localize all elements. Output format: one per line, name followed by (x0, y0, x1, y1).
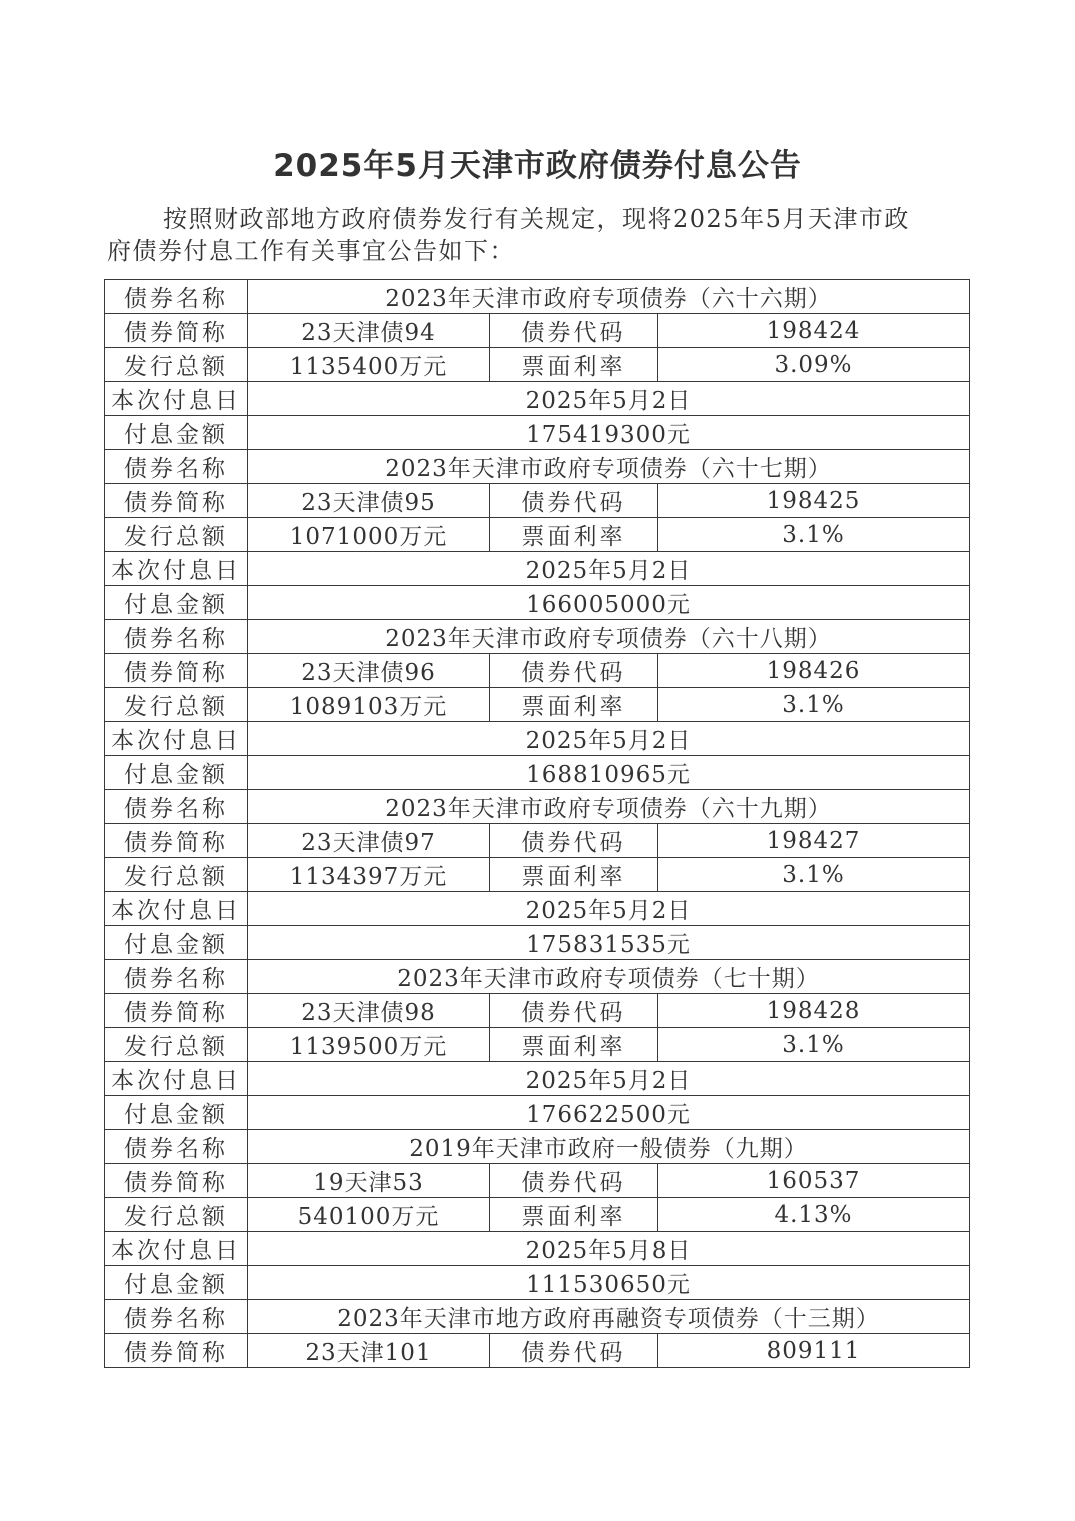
coupon-rate-value: 3.1% (658, 858, 970, 892)
label-coupon-rate: 票面利率 (490, 1028, 658, 1062)
intro-line-2: 府债券付息工作有关事宜公告如下： (107, 237, 515, 265)
bond-name-row (105, 1300, 970, 1334)
bond-code-value: 809111 (658, 1334, 970, 1368)
label-bond-abbr: 债券简称 (105, 1334, 248, 1368)
issue-total-value: 1135400万元 (248, 348, 490, 382)
label-pay-date: 本次付息日 (105, 552, 248, 586)
bond-abbr-row (105, 484, 970, 518)
bond-abbr-value: 23天津债95 (248, 484, 490, 518)
bond-name-row (105, 960, 970, 994)
label-bond-abbr: 债券简称 (105, 314, 248, 348)
bond-code-value: 198424 (658, 314, 970, 348)
page-title: 2025年5月天津市政府债券付息公告 (273, 148, 802, 184)
label-bond-abbr: 债券简称 (105, 994, 248, 1028)
label-bond-code: 债券代码 (490, 484, 658, 518)
label-coupon-rate: 票面利率 (490, 688, 658, 722)
bond-pay-date-row (105, 892, 970, 926)
bond-abbr-row (105, 314, 970, 348)
pay-date-value: 2025年5月8日 (248, 1232, 970, 1266)
issue-total-value: 1089103万元 (248, 688, 490, 722)
label-bond-code: 债券代码 (490, 654, 658, 688)
bond-abbr-value: 23天津101 (248, 1334, 490, 1368)
label-coupon-rate: 票面利率 (490, 518, 658, 552)
label-bond-abbr: 债券简称 (105, 654, 248, 688)
bond-abbr-row (105, 994, 970, 1028)
bond-abbr-value: 19天津53 (248, 1164, 490, 1198)
bond-table-body (105, 280, 970, 1368)
pay-amount-value: 175831535元 (248, 926, 970, 960)
label-coupon-rate: 票面利率 (490, 858, 658, 892)
bond-code-value: 198425 (658, 484, 970, 518)
coupon-rate-value: 3.1% (658, 688, 970, 722)
bond-pay-amount-row (105, 586, 970, 620)
bond-name-row (105, 1130, 970, 1164)
bond-pay-amount-row (105, 416, 970, 450)
bond-issue-row (105, 688, 970, 722)
pay-amount-value: 111530650元 (248, 1266, 970, 1300)
label-bond-code: 债券代码 (490, 994, 658, 1028)
label-issue-total: 发行总额 (105, 858, 248, 892)
bond-name-value: 2023年天津市政府专项债券（六十八期） (248, 620, 970, 654)
pay-date-value: 2025年5月2日 (248, 382, 970, 416)
label-pay-amount: 付息金额 (105, 416, 248, 450)
bond-issue-row (105, 348, 970, 382)
coupon-rate-value: 3.1% (658, 1028, 970, 1062)
bond-pay-date-row (105, 1232, 970, 1266)
coupon-rate-value: 4.13% (658, 1198, 970, 1232)
pay-date-value: 2025年5月2日 (248, 552, 970, 586)
label-pay-amount: 付息金额 (105, 756, 248, 790)
bond-name-value: 2023年天津市政府专项债券（六十九期） (248, 790, 970, 824)
label-pay-date: 本次付息日 (105, 722, 248, 756)
bond-issue-row (105, 518, 970, 552)
label-pay-amount: 付息金额 (105, 1096, 248, 1130)
label-pay-date: 本次付息日 (105, 1062, 248, 1096)
bond-abbr-value: 23天津债97 (248, 824, 490, 858)
label-bond-abbr: 债券简称 (105, 484, 248, 518)
label-bond-code: 债券代码 (490, 1334, 658, 1368)
bond-pay-date-row (105, 722, 970, 756)
label-issue-total: 发行总额 (105, 1028, 248, 1062)
bond-pay-amount-row (105, 1096, 970, 1130)
bond-abbr-value: 23天津债94 (248, 314, 490, 348)
label-bond-name: 债券名称 (105, 450, 248, 484)
bond-issue-row (105, 858, 970, 892)
coupon-rate-value: 3.1% (658, 518, 970, 552)
label-issue-total: 发行总额 (105, 518, 248, 552)
label-bond-name: 债券名称 (105, 1130, 248, 1164)
bond-code-value: 160537 (658, 1164, 970, 1198)
bond-code-value: 198427 (658, 824, 970, 858)
pay-date-value: 2025年5月2日 (248, 1062, 970, 1096)
label-pay-date: 本次付息日 (105, 382, 248, 416)
bond-pay-date-row (105, 552, 970, 586)
label-pay-date: 本次付息日 (105, 1232, 248, 1266)
bond-abbr-row (105, 654, 970, 688)
issue-total-value: 540100万元 (248, 1198, 490, 1232)
label-bond-abbr: 债券简称 (105, 1164, 248, 1198)
bond-abbr-value: 23天津债98 (248, 994, 490, 1028)
bond-abbr-value: 23天津债96 (248, 654, 490, 688)
bond-name-row (105, 790, 970, 824)
label-bond-code: 债券代码 (490, 824, 658, 858)
label-pay-date: 本次付息日 (105, 892, 248, 926)
pay-amount-value: 168810965元 (248, 756, 970, 790)
label-pay-amount: 付息金额 (105, 1266, 248, 1300)
label-bond-code: 债券代码 (490, 314, 658, 348)
pay-amount-value: 176622500元 (248, 1096, 970, 1130)
label-pay-amount: 付息金额 (105, 586, 248, 620)
bond-code-value: 198426 (658, 654, 970, 688)
bond-name-value: 2023年天津市地方政府再融资专项债券（十三期） (248, 1300, 970, 1334)
label-pay-amount: 付息金额 (105, 926, 248, 960)
bond-name-row (105, 620, 970, 654)
label-bond-name: 债券名称 (105, 790, 248, 824)
pay-amount-value: 175419300元 (248, 416, 970, 450)
bond-abbr-row (105, 1334, 970, 1368)
intro-line-1: 按照财政部地方政府债券发行有关规定，现将2025年5月天津市政 (163, 205, 910, 233)
bond-abbr-row (105, 824, 970, 858)
bond-issue-row (105, 1198, 970, 1232)
bond-code-value: 198428 (658, 994, 970, 1028)
bond-name-row (105, 280, 970, 314)
pay-date-value: 2025年5月2日 (248, 722, 970, 756)
label-bond-name: 债券名称 (105, 1300, 248, 1334)
coupon-rate-value: 3.09% (658, 348, 970, 382)
label-coupon-rate: 票面利率 (490, 1198, 658, 1232)
bond-abbr-row (105, 1164, 970, 1198)
label-bond-abbr: 债券简称 (105, 824, 248, 858)
bond-interest-table (104, 279, 970, 1368)
label-issue-total: 发行总额 (105, 688, 248, 722)
bond-issue-row (105, 1028, 970, 1062)
intro-paragraph (107, 203, 969, 267)
label-issue-total: 发行总额 (105, 1198, 248, 1232)
issue-total-value: 1134397万元 (248, 858, 490, 892)
label-issue-total: 发行总额 (105, 348, 248, 382)
bond-name-row (105, 450, 970, 484)
bond-pay-amount-row (105, 756, 970, 790)
label-bond-name: 债券名称 (105, 280, 248, 314)
bond-name-value: 2023年天津市政府专项债券（七十期） (248, 960, 970, 994)
label-bond-name: 债券名称 (105, 960, 248, 994)
bond-name-value: 2023年天津市政府专项债券（六十六期） (248, 280, 970, 314)
issue-total-value: 1071000万元 (248, 518, 490, 552)
bond-pay-date-row (105, 382, 970, 416)
bond-pay-date-row (105, 1062, 970, 1096)
bond-pay-amount-row (105, 926, 970, 960)
bond-name-value: 2019年天津市政府一般债券（九期） (248, 1130, 970, 1164)
pay-date-value: 2025年5月2日 (248, 892, 970, 926)
pay-amount-value: 166005000元 (248, 586, 970, 620)
bond-name-value: 2023年天津市政府专项债券（六十七期） (248, 450, 970, 484)
issue-total-value: 1139500万元 (248, 1028, 490, 1062)
label-coupon-rate: 票面利率 (490, 348, 658, 382)
label-bond-code: 债券代码 (490, 1164, 658, 1198)
bond-pay-amount-row (105, 1266, 970, 1300)
label-bond-name: 债券名称 (105, 620, 248, 654)
